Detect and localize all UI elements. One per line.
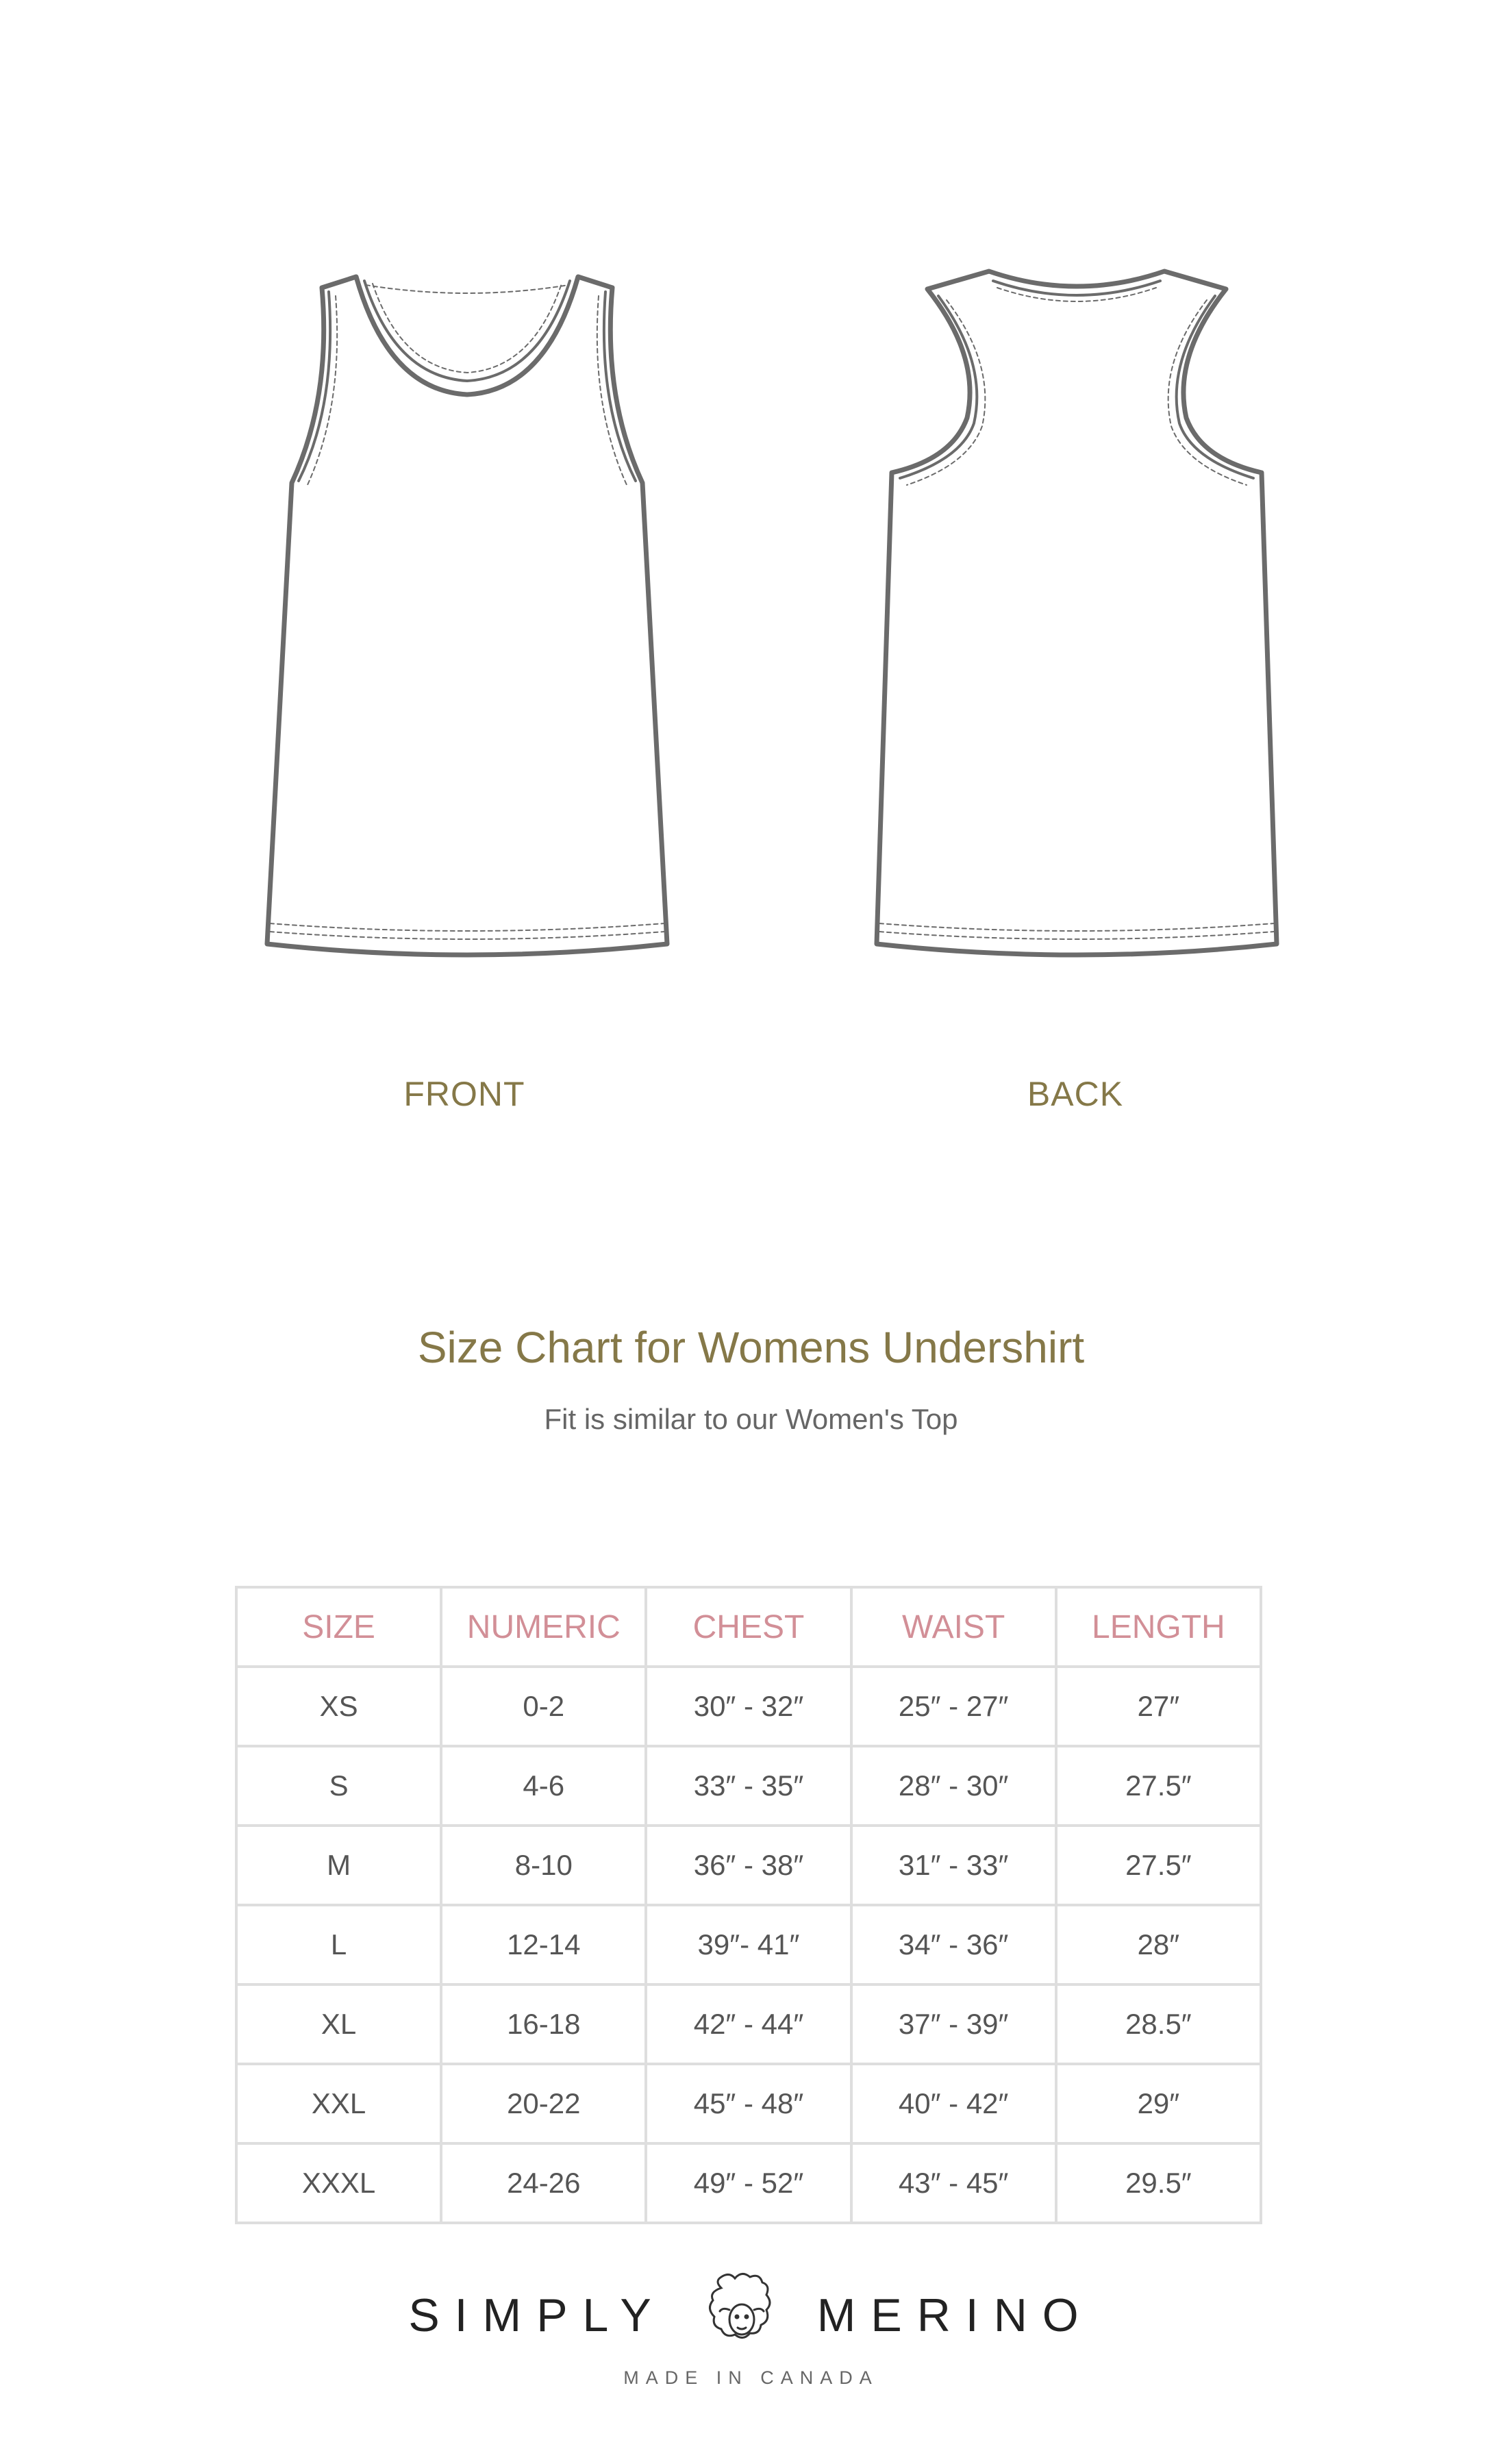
cell-numeric: 4-6: [441, 1746, 646, 1826]
chart-subtitle: Fit is similar to our Women's Top: [544, 1403, 958, 1435]
cell-waist: 37″ - 39″: [851, 1984, 1056, 2064]
cell-chest: 33″ - 35″: [646, 1746, 851, 1826]
cell-chest: 49″ - 52″: [646, 2143, 851, 2223]
front-tank-illustration: [255, 260, 677, 973]
size-table: [235, 1586, 1262, 2224]
cell-chest: 36″ - 38″: [646, 1826, 851, 1905]
brand-tagline: MADE IN CANADA: [623, 2367, 879, 2388]
back-tank-illustration: [864, 260, 1286, 973]
table-row: [236, 2143, 1261, 2223]
cell-waist: 25″ - 27″: [851, 1667, 1056, 1746]
cell-waist: 40″ - 42″: [851, 2064, 1056, 2143]
cell-length: 27″: [1056, 1667, 1261, 1746]
cell-numeric: 16-18: [441, 1984, 646, 2064]
cell-waist: 43″ - 45″: [851, 2143, 1056, 2223]
cell-size: XL: [236, 1984, 441, 2064]
sheep-logo-icon: [694, 2267, 790, 2363]
chart-title: Size Chart for Womens Undershirt: [417, 1323, 1085, 1372]
cell-chest: 45″ - 48″: [646, 2064, 851, 2143]
brand-logo: [0, 2267, 1502, 2389]
brand-wordmark: [0, 2267, 1502, 2363]
cell-size: XXXL: [236, 2143, 441, 2223]
cell-size: S: [236, 1746, 441, 1826]
cell-numeric: 24-26: [441, 2143, 646, 2223]
table-header-row: [236, 1587, 1261, 1667]
brand-word-left: SIMPLY: [408, 2289, 666, 2341]
cell-size: XS: [236, 1667, 441, 1746]
cell-size: XXL: [236, 2064, 441, 2143]
cell-waist: 28″ - 30″: [851, 1746, 1056, 1826]
cell-waist: 34″ - 36″: [851, 1905, 1056, 1984]
cell-numeric: 8-10: [441, 1826, 646, 1905]
cell-numeric: 20-22: [441, 2064, 646, 2143]
header-chest: CHEST: [646, 1587, 851, 1667]
cell-chest: 30″ - 32″: [646, 1667, 851, 1746]
table-row: [236, 1746, 1261, 1826]
header-length: LENGTH: [1056, 1587, 1261, 1667]
front-label: FRONT: [403, 1075, 525, 1113]
cell-size: M: [236, 1826, 441, 1905]
cell-size: L: [236, 1905, 441, 1984]
header-numeric: NUMERIC: [441, 1587, 646, 1667]
cell-chest: 39″- 41″: [646, 1905, 851, 1984]
cell-length: 28″: [1056, 1905, 1261, 1984]
cell-length: 28.5″: [1056, 1984, 1261, 2064]
cell-length: 29″: [1056, 2064, 1261, 2143]
header-size: SIZE: [236, 1587, 441, 1667]
cell-length: 29.5″: [1056, 2143, 1261, 2223]
table-row: [236, 2064, 1261, 2143]
cell-waist: 31″ - 33″: [851, 1826, 1056, 1905]
cell-length: 27.5″: [1056, 1826, 1261, 1905]
table-row: [236, 1826, 1261, 1905]
table-row: [236, 1667, 1261, 1746]
cell-numeric: 0-2: [441, 1667, 646, 1746]
table-row: [236, 1984, 1261, 2064]
cell-length: 27.5″: [1056, 1746, 1261, 1826]
cell-chest: 42″ - 44″: [646, 1984, 851, 2064]
cell-numeric: 12-14: [441, 1905, 646, 1984]
table-row: [236, 1905, 1261, 1984]
back-label: BACK: [1027, 1075, 1124, 1113]
brand-word-right: MERINO: [816, 2289, 1094, 2341]
header-waist: WAIST: [851, 1587, 1056, 1667]
